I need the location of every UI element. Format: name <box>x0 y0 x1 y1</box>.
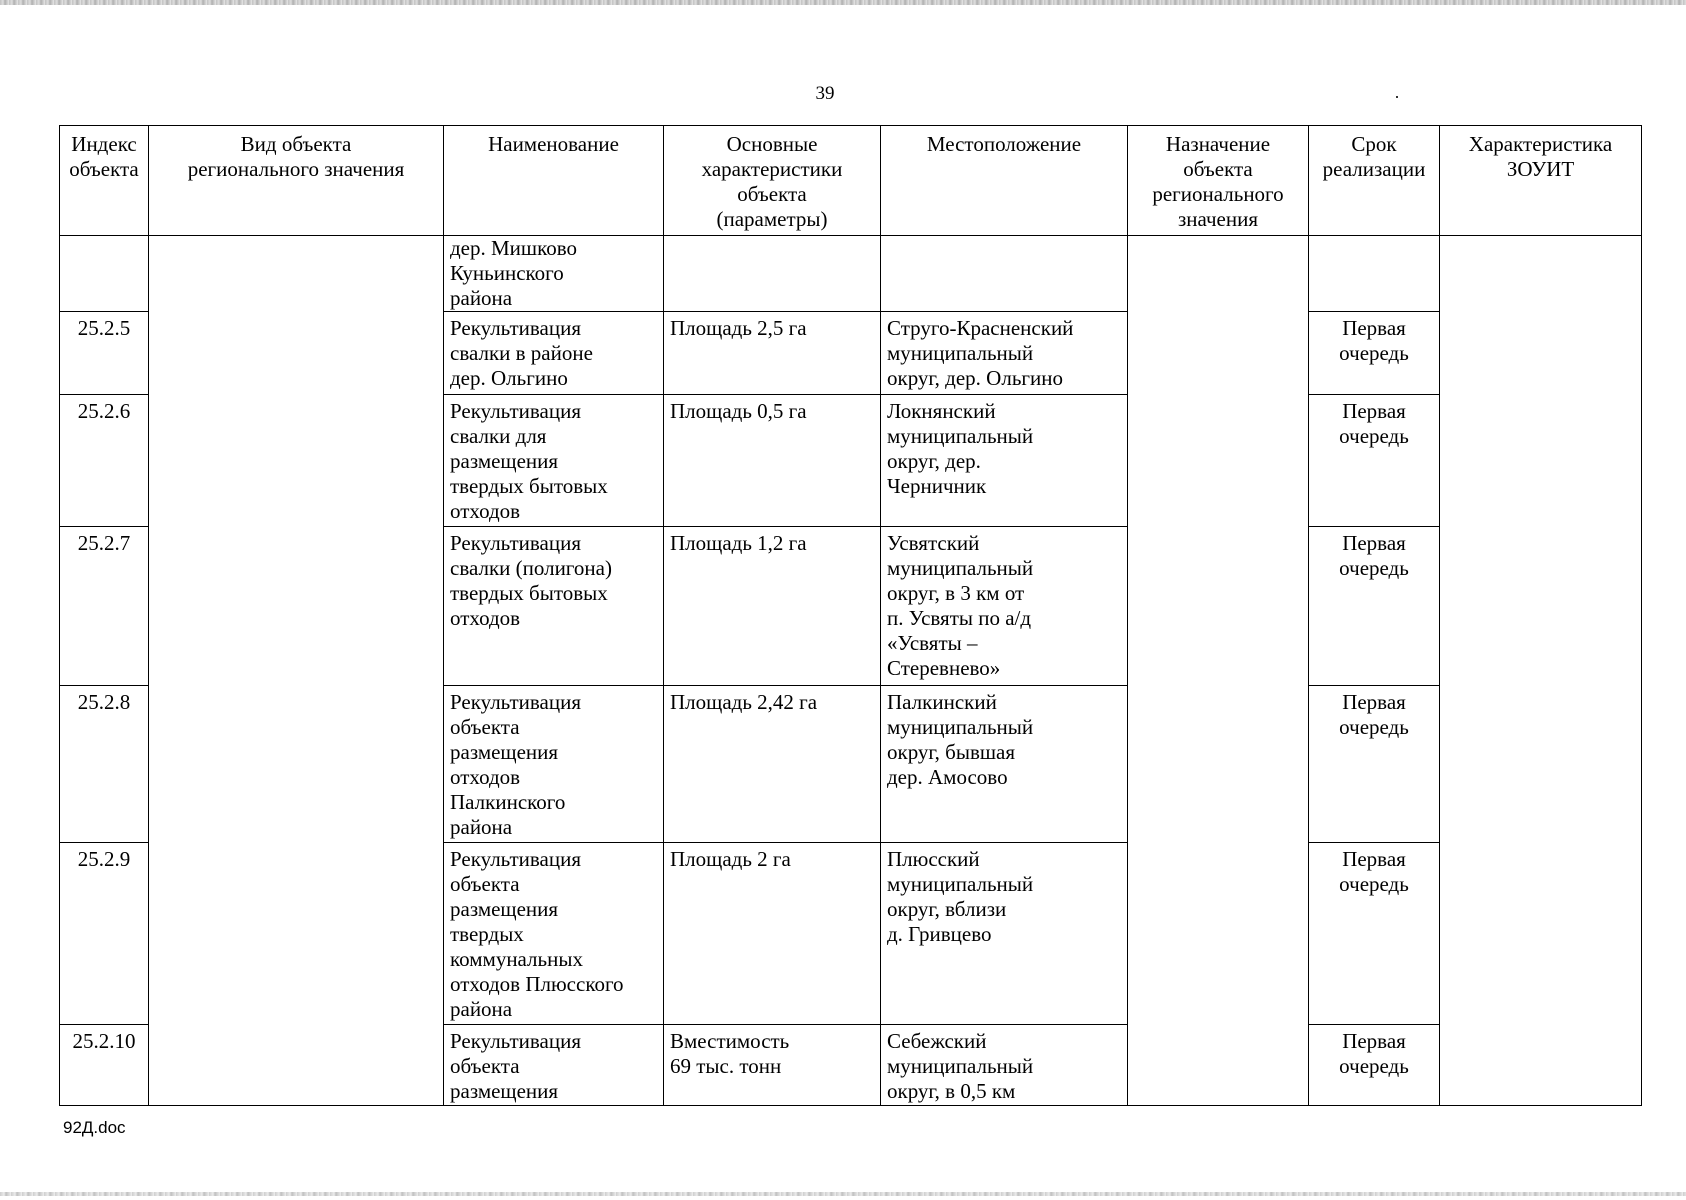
cell-parameters: Площадь 2,5 га <box>664 312 881 395</box>
cell-term <box>1309 236 1440 312</box>
cell-location: Себежский муниципальный округ, в 0,5 км <box>881 1025 1128 1106</box>
cell-term: Первая очередь <box>1309 686 1440 843</box>
header-object-type: Вид объекта регионального значения <box>149 126 444 236</box>
cell-name: Рекультивация свалки (полигона) твердых бытовых отходов <box>444 527 664 686</box>
cell-parameters: Площадь 0,5 га <box>664 395 881 527</box>
cell-name: Рекультивация свалки для размещения твердых бытовых отходов <box>444 395 664 527</box>
header-name: Наименование <box>444 126 664 236</box>
cell-index: 25.2.10 <box>60 1025 149 1106</box>
cell-location: Усвятский муниципальный округ, в 3 км от п. Усвяты по а/д «Усвяты – Стеревнево» <box>881 527 1128 686</box>
header-purpose: Назначение объекта регионального значения <box>1128 126 1309 236</box>
header-zouit: Характеристика ЗОУИТ <box>1440 126 1642 236</box>
header-row <box>60 126 1642 236</box>
cell-term: Первая очередь <box>1309 395 1440 527</box>
cell-name: Рекультивация объекта размещения твердых коммунальных отходов Плюсского района <box>444 843 664 1025</box>
header-term: Срок реализации <box>1309 126 1440 236</box>
cell-term: Первая очередь <box>1309 527 1440 686</box>
cell-parameters: Площадь 2,42 га <box>664 686 881 843</box>
cell-location: Локнянский муниципальный округ, дер. Черничник <box>881 395 1128 527</box>
cell-index: 25.2.6 <box>60 395 149 527</box>
cell-name: Рекультивация свалки в районе дер. Ольгино <box>444 312 664 395</box>
cell-index: 25.2.9 <box>60 843 149 1025</box>
cell-name: Рекультивация объекта размещения <box>444 1025 664 1106</box>
scan-edge-bottom <box>0 1192 1686 1196</box>
cell-name: дер. Мишково Куньинского района <box>444 236 664 312</box>
cell-index: 25.2.7 <box>60 527 149 686</box>
table-row <box>60 236 1642 312</box>
cell-index <box>60 236 149 312</box>
header-index: Индекс объекта <box>60 126 149 236</box>
cell-purpose-merged <box>1128 236 1309 1106</box>
cell-term: Первая очередь <box>1309 312 1440 395</box>
regional-objects-table <box>59 125 1642 1106</box>
cell-location: Струго-Красненский муниципальный округ, дер. Ольгино <box>881 312 1128 395</box>
cell-parameters: Площадь 2 га <box>664 843 881 1025</box>
cell-term: Первая очередь <box>1309 1025 1440 1106</box>
cell-zouit-merged <box>1440 236 1642 1106</box>
cell-name: Рекультивация объекта размещения отходов Палкинского района <box>444 686 664 843</box>
cell-parameters: Площадь 1,2 га <box>664 527 881 686</box>
scan-edge-top <box>0 0 1686 5</box>
cell-index: 25.2.8 <box>60 686 149 843</box>
header-parameters: Основные характеристики объекта (параметры) <box>664 126 881 236</box>
cell-parameters <box>664 236 881 312</box>
cell-location <box>881 236 1128 312</box>
header-location: Местоположение <box>881 126 1128 236</box>
cell-location: Палкинский муниципальный округ, бывшая дер. Амосово <box>881 686 1128 843</box>
page-number: 39 <box>815 83 835 104</box>
cell-parameters: Вместимость 69 тыс. тонн <box>664 1025 881 1106</box>
cell-term: Первая очередь <box>1309 843 1440 1025</box>
scan-speck <box>1396 96 1398 98</box>
footer-filename: 92Д.doc <box>63 1118 126 1137</box>
cell-object-type-merged <box>149 236 444 1106</box>
cell-index: 25.2.5 <box>60 312 149 395</box>
cell-location: Плюсский муниципальный округ, вблизи д. Гривцево <box>881 843 1128 1025</box>
